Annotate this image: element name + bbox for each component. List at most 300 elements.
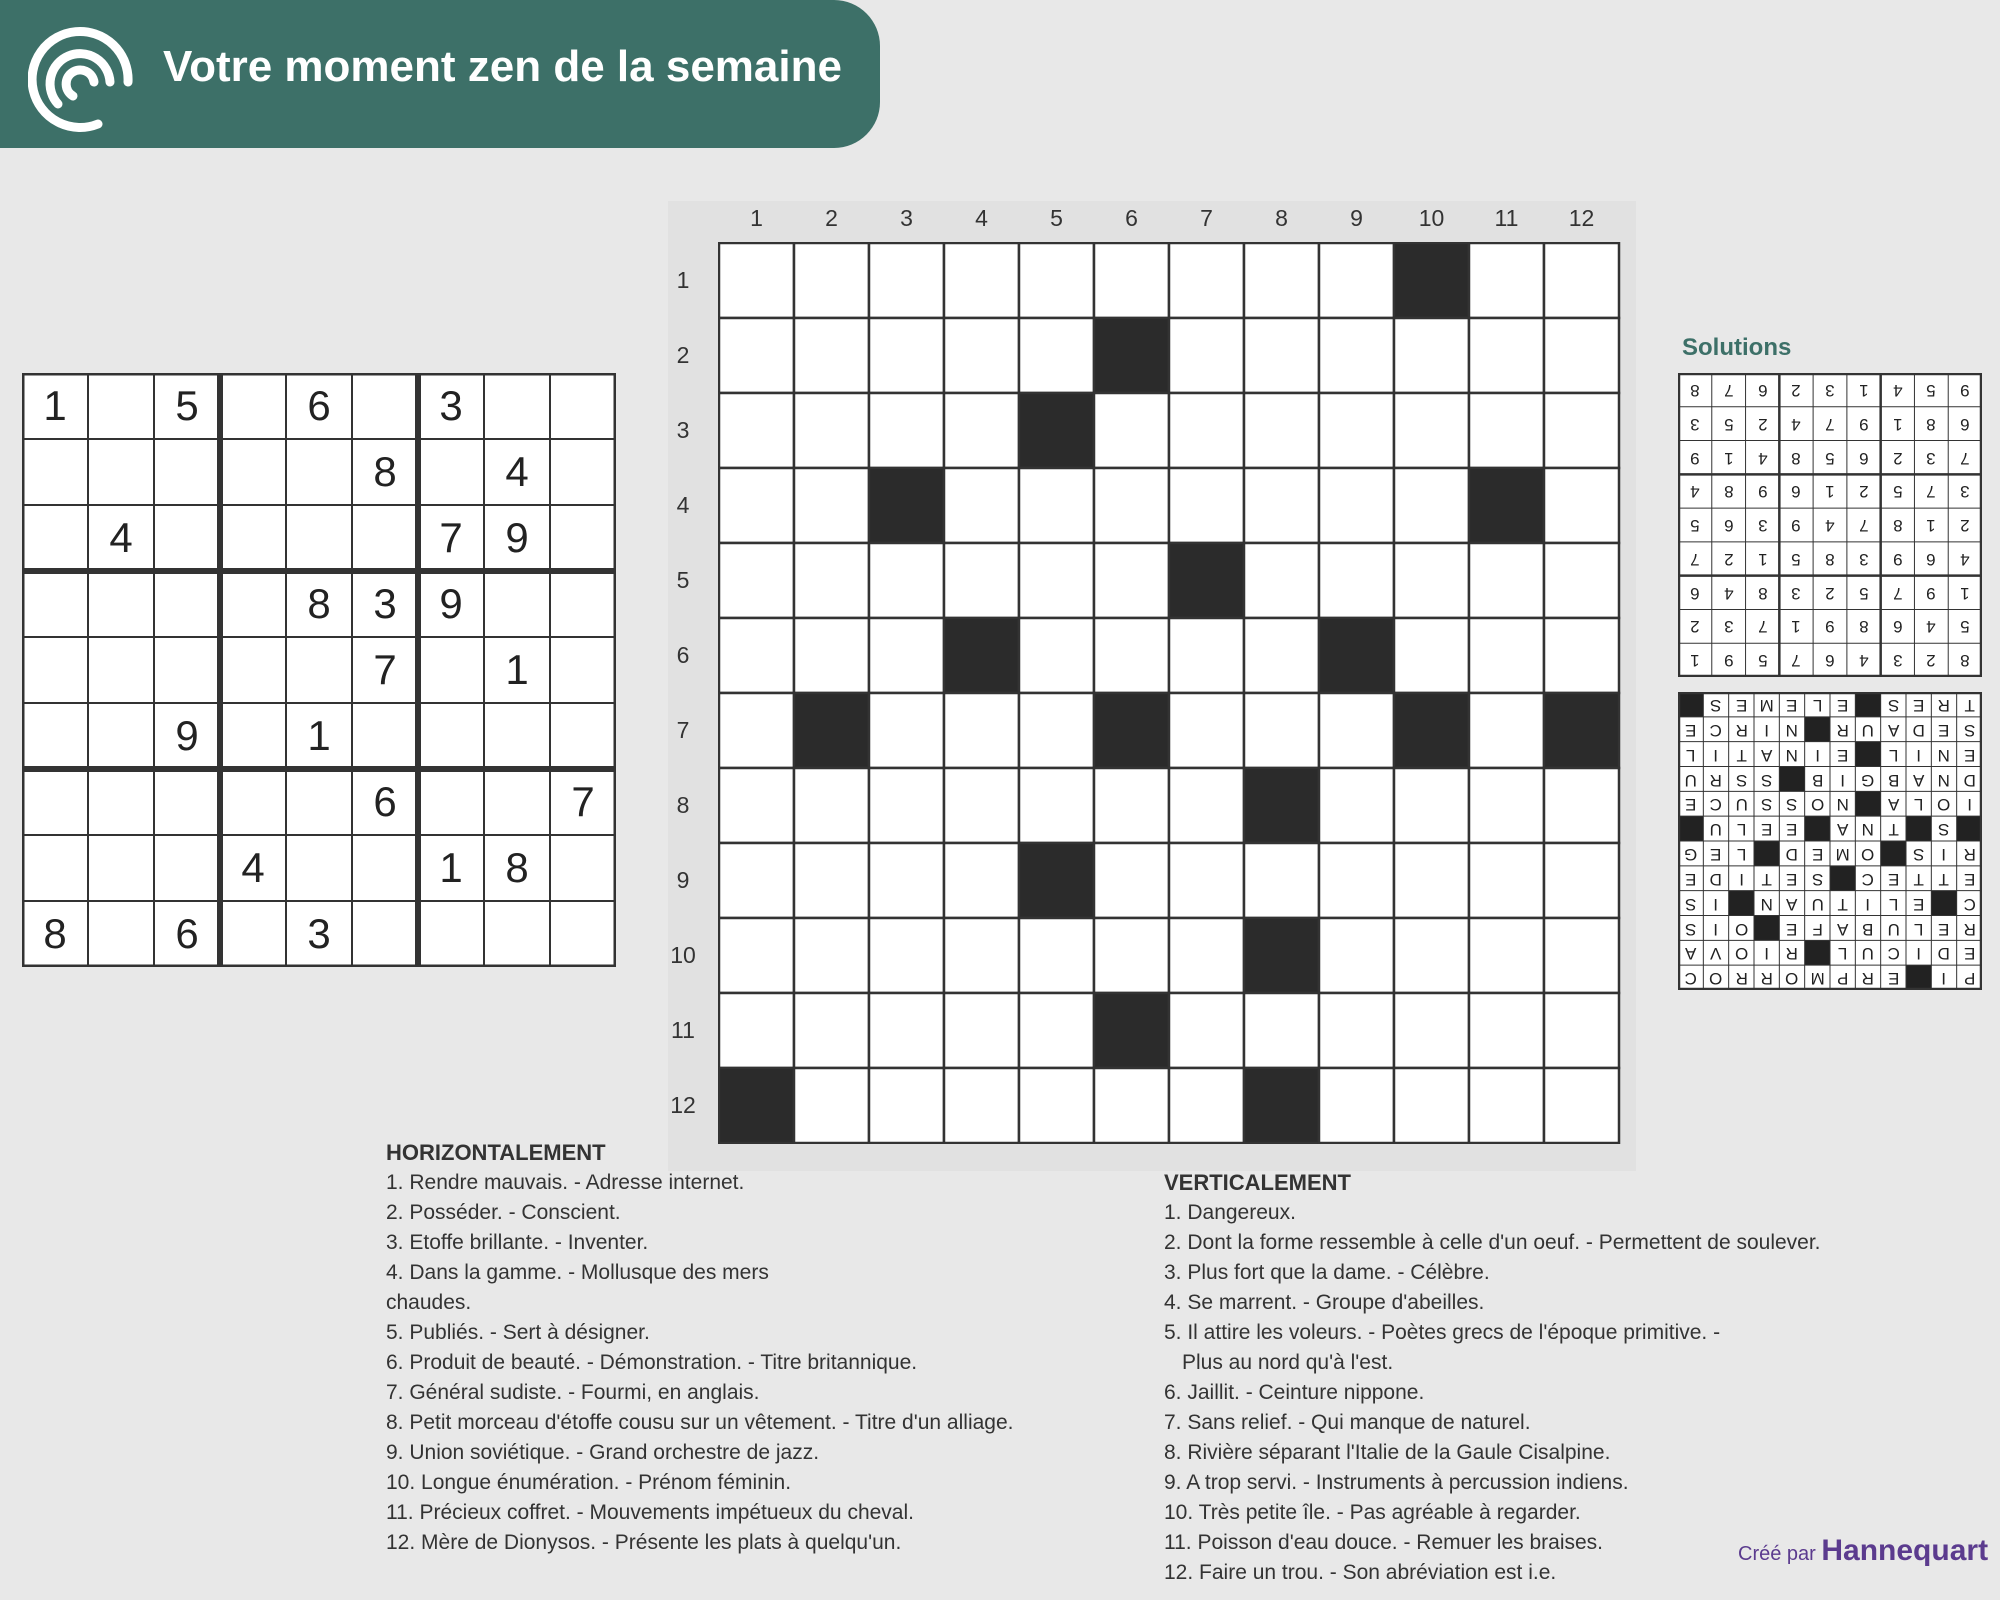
solution-cell: 7 — [1825, 414, 1835, 434]
crossword-cell[interactable] — [1019, 618, 1094, 693]
sudoku-cell[interactable]: 1 — [439, 844, 463, 891]
solution-cell: A — [1685, 943, 1697, 963]
solution-cell: O — [1861, 844, 1875, 864]
solution-cell: 8 — [1757, 583, 1768, 603]
solution-cell: 5 — [1859, 583, 1869, 603]
solution-cell: 9 — [1892, 549, 1903, 569]
clue-line: 1. Rendre mauvais. - Adresse internet. — [386, 1171, 745, 1194]
crossword-cell[interactable] — [1544, 543, 1619, 618]
crossword-cell[interactable] — [719, 318, 794, 393]
solution-cell: 1 — [1757, 549, 1768, 569]
solution-cell: 1 — [1960, 583, 1970, 603]
solution-cell: 6 — [1723, 516, 1734, 535]
solution-cell: C — [1684, 968, 1697, 988]
crossword-cell[interactable] — [1469, 1068, 1544, 1143]
solution-cell: S — [1963, 720, 1975, 740]
crossword-cell[interactable] — [1169, 843, 1244, 918]
crossword-black-cell — [1244, 918, 1319, 993]
crossword-cell[interactable] — [1319, 918, 1394, 993]
solution-cell: R — [1963, 844, 1976, 864]
crossword-cell[interactable] — [1544, 468, 1619, 543]
crossword-cell[interactable] — [1094, 768, 1169, 843]
crossword-cell[interactable] — [1394, 468, 1469, 543]
sudoku-cell[interactable]: 9 — [175, 712, 199, 759]
sudoku-cell[interactable]: 7 — [439, 514, 463, 561]
crossword-cell[interactable] — [944, 543, 1019, 618]
solution-cell: U — [1811, 894, 1824, 914]
crossword-cell[interactable] — [794, 843, 869, 918]
solution-cell: E — [1685, 720, 1697, 740]
solution-cell: N — [1937, 769, 1951, 789]
solution-cell: I — [1713, 894, 1719, 914]
crossword-cell[interactable] — [1169, 468, 1244, 543]
crossword-grid — [718, 242, 1622, 1144]
solution-cell: I — [1764, 943, 1770, 963]
crossword-cell[interactable] — [1169, 693, 1244, 768]
crossword-cell[interactable] — [1469, 768, 1544, 843]
sudoku-cell[interactable]: 8 — [43, 910, 67, 957]
crossword-cell[interactable] — [1394, 1068, 1469, 1143]
clue-line: 11. Poisson d'eau douce. - Remuer les braises. — [1164, 1531, 1604, 1554]
crossword-cell[interactable] — [1094, 1068, 1169, 1143]
solution-cell: O — [1709, 968, 1723, 988]
solution-cell: A — [1761, 745, 1773, 765]
crossword-cell[interactable] — [1319, 543, 1394, 618]
solution-cell: 5 — [1690, 516, 1700, 535]
column-number: 7 — [1200, 205, 1213, 231]
crossword-cell[interactable] — [1319, 393, 1394, 468]
column-number: 8 — [1275, 205, 1288, 231]
solution-cell: 4 — [1723, 583, 1734, 603]
crossword-cell[interactable] — [1394, 993, 1469, 1068]
crossword-cell[interactable] — [944, 393, 1019, 468]
header-banner — [0, 0, 880, 148]
solution-cell: G — [1861, 769, 1875, 789]
crossword-cell[interactable] — [1019, 318, 1094, 393]
crossword-cell[interactable] — [944, 843, 1019, 918]
crossword-cell[interactable] — [1169, 318, 1244, 393]
crossword-cell[interactable] — [794, 318, 869, 393]
crossword-cell[interactable] — [794, 393, 869, 468]
solution-cell: 1 — [1859, 380, 1869, 400]
solution-cell: P — [1837, 968, 1849, 988]
solution-cell: 6 — [1859, 448, 1869, 468]
crossword-black-cell — [1544, 693, 1619, 768]
crossword-cell[interactable] — [1544, 918, 1619, 993]
clue-line: 9. A trop servi. - Instruments à percussion indiens. — [1164, 1471, 1629, 1494]
sudoku-cell[interactable]: 8 — [505, 844, 529, 891]
row-number: 11 — [671, 1016, 695, 1043]
crossword-cell[interactable] — [1019, 993, 1094, 1068]
solution-cell: 9 — [1926, 583, 1937, 603]
sudoku-cell[interactable]: 7 — [571, 778, 595, 825]
crossword-cell[interactable] — [1469, 318, 1544, 393]
crossword-cell[interactable] — [1394, 543, 1469, 618]
row-number: 7 — [676, 716, 690, 743]
solution-cell: A — [1887, 720, 1899, 740]
solution-cell: A — [1837, 819, 1849, 839]
crossword-cell[interactable] — [794, 918, 869, 993]
solution-cell: 7 — [1690, 549, 1700, 569]
crossword-cell[interactable] — [944, 993, 1019, 1068]
crossword-cell[interactable] — [944, 918, 1019, 993]
crossword-cell[interactable] — [1469, 918, 1544, 993]
solution-cell: E — [1887, 869, 1899, 889]
crossword-cell[interactable] — [794, 993, 869, 1068]
crossword-cell[interactable] — [1169, 918, 1244, 993]
solution-cell: 2 — [1960, 516, 1970, 535]
solution-cell: 4 — [1892, 380, 1903, 400]
crossword-cell[interactable] — [1094, 243, 1169, 318]
solution-cell: 7 — [1757, 617, 1768, 637]
solution-cell: L — [1913, 794, 1924, 814]
solution-cell: S — [1811, 869, 1823, 889]
crossword-cell[interactable] — [1244, 468, 1319, 543]
crossword-cell[interactable] — [1244, 618, 1319, 693]
solution-cell: 8 — [1892, 516, 1903, 535]
solution-cell: 7 — [1723, 380, 1734, 400]
solutions-title: Solutions — [1682, 334, 1792, 361]
crossword-cell[interactable] — [1244, 693, 1319, 768]
solution-cell: 6 — [1892, 617, 1903, 637]
crossword-cell[interactable] — [869, 693, 944, 768]
sudoku-cell[interactable]: 1 — [43, 382, 67, 429]
crossword-cell[interactable] — [794, 1068, 869, 1143]
crossword-cell[interactable] — [1319, 1068, 1394, 1143]
solution-cell: L — [1736, 844, 1747, 864]
crossword-cell[interactable] — [1319, 993, 1394, 1068]
clue-line: 6. Produit de beauté. - Démonstration. - Titre britannique. — [386, 1351, 918, 1374]
solution-cell: E — [1963, 869, 1975, 889]
horizontal-heading: HORIZONTALEMENT — [386, 1140, 606, 1165]
solution-cell: I — [1764, 720, 1770, 740]
solution-cell: S — [1685, 918, 1697, 938]
sudoku-cell[interactable]: 7 — [373, 646, 397, 693]
solution-cell: 2 — [1791, 380, 1801, 400]
sudoku-cell[interactable]: 3 — [439, 382, 463, 429]
crossword-cell[interactable] — [719, 468, 794, 543]
solution-cell: D — [1963, 769, 1976, 789]
column-number: 10 — [1418, 205, 1445, 231]
crossword-cell[interactable] — [1319, 768, 1394, 843]
solution-cell: R — [1963, 918, 1976, 938]
column-number: 12 — [1568, 205, 1595, 231]
crossword-cell[interactable] — [794, 768, 869, 843]
crossword-cell[interactable] — [1544, 243, 1619, 318]
crossword-cell[interactable] — [1319, 693, 1394, 768]
sudoku-cell[interactable]: 6 — [307, 382, 331, 429]
crossword-cell[interactable] — [869, 993, 944, 1068]
solution-cell: 1 — [1791, 617, 1801, 637]
solution-cell: S — [1710, 695, 1722, 715]
crossword-cell[interactable] — [1019, 243, 1094, 318]
clue-line: 1. Dangereux. — [1164, 1201, 1296, 1224]
sudoku-cell[interactable]: 8 — [307, 580, 331, 627]
crossword-cell[interactable] — [944, 318, 1019, 393]
crossword-cell[interactable] — [1094, 618, 1169, 693]
sudoku-cell[interactable]: 9 — [439, 580, 463, 627]
crossword-cell[interactable] — [944, 693, 1019, 768]
solution-cell: E — [1963, 943, 1975, 963]
column-number: 4 — [975, 205, 988, 231]
solution-cell: 5 — [1960, 617, 1970, 637]
crossword-cell[interactable] — [1544, 843, 1619, 918]
crossword-cell[interactable] — [869, 843, 944, 918]
solution-cell: 9 — [1960, 380, 1970, 400]
solution-cell: I — [1713, 745, 1719, 765]
crossword-cell[interactable] — [719, 543, 794, 618]
crossword-black-cell — [1094, 318, 1169, 393]
solution-cell: E — [1938, 720, 1950, 740]
solution-cell: S — [1761, 769, 1773, 789]
sudoku-cell[interactable]: 3 — [373, 580, 397, 627]
solution-cell: T — [1913, 869, 1924, 889]
crossword-cell[interactable] — [1319, 318, 1394, 393]
crossword-cell[interactable] — [719, 768, 794, 843]
row-number: 1 — [676, 266, 690, 293]
crossword-cell[interactable] — [944, 243, 1019, 318]
solution-cell: 4 — [1825, 516, 1835, 535]
crossword-cell[interactable] — [1019, 768, 1094, 843]
solution-cell: 9 — [1690, 448, 1700, 468]
solution-cell: B — [1862, 918, 1874, 938]
crossword-cell[interactable] — [1169, 243, 1244, 318]
row-number: 10 — [670, 941, 696, 968]
solution-cell: G — [1684, 844, 1698, 864]
crossword-cell[interactable] — [719, 393, 794, 468]
crossword-cell[interactable] — [1019, 1068, 1094, 1143]
solution-cell: 2 — [1723, 549, 1734, 569]
crossword-black-cell — [1094, 693, 1169, 768]
crossword-cell[interactable] — [1094, 543, 1169, 618]
crossword-cell[interactable] — [1094, 843, 1169, 918]
crossword-cell[interactable] — [1544, 1068, 1619, 1143]
crossword-cell[interactable] — [1244, 243, 1319, 318]
solution-cell: C — [1963, 894, 1976, 914]
solution-cell: D — [1709, 869, 1723, 889]
spiral-logo-icon — [28, 24, 138, 134]
sudoku-cell[interactable]: 8 — [373, 448, 397, 495]
solution-cell: M — [1835, 844, 1850, 864]
solution-cell: L — [1888, 894, 1899, 914]
solution-cell: L — [1837, 943, 1848, 963]
solution-cell: 8 — [1960, 651, 1970, 671]
solution-cell: E — [1786, 869, 1798, 889]
solution-cell: C — [1887, 943, 1900, 963]
crossword-cell[interactable] — [794, 243, 869, 318]
crossword-cell[interactable] — [1469, 243, 1544, 318]
crossword-cell[interactable] — [1019, 693, 1094, 768]
crossword-cell[interactable] — [1244, 993, 1319, 1068]
sudoku-cell[interactable]: 1 — [505, 646, 529, 693]
crossword-cell[interactable] — [1169, 1068, 1244, 1143]
solution-cell: 8 — [1723, 482, 1734, 502]
crossword-black-cell — [1019, 393, 1094, 468]
crossword-cell[interactable] — [794, 468, 869, 543]
crossword-cell[interactable] — [869, 618, 944, 693]
solution-cell: 8 — [1690, 380, 1700, 400]
sudoku-cell[interactable]: 9 — [505, 514, 529, 561]
crossword-cell[interactable] — [1394, 318, 1469, 393]
sudoku-cell[interactable]: 4 — [109, 514, 133, 561]
solution-cell: 5 — [1892, 482, 1903, 502]
crossword-cell[interactable] — [719, 843, 794, 918]
crossword-cell[interactable] — [719, 243, 794, 318]
crossword-cell[interactable] — [1094, 468, 1169, 543]
crossword-cell[interactable] — [719, 618, 794, 693]
solution-cell: N — [1937, 745, 1951, 765]
solution-cell: 6 — [1825, 651, 1835, 671]
crossword-cell[interactable] — [869, 1068, 944, 1143]
solution-cell: L — [1685, 745, 1696, 765]
solution-cell: N — [1836, 794, 1849, 814]
crossword-cell[interactable] — [1394, 618, 1469, 693]
solution-cell: 3 — [1960, 482, 1970, 502]
solution-cell: S — [1735, 769, 1747, 789]
solution-cell: E — [1963, 745, 1975, 765]
row-number: 9 — [676, 866, 690, 893]
solution-cell: S — [1761, 794, 1773, 814]
solution-cell: 6 — [1960, 414, 1970, 434]
crossword-cell[interactable] — [1394, 843, 1469, 918]
column-number: 6 — [1125, 205, 1138, 231]
crossword-cell[interactable] — [869, 318, 944, 393]
solution-cell: 4 — [1960, 549, 1970, 569]
crossword-cell[interactable] — [1469, 618, 1544, 693]
solution-cell: E — [1685, 869, 1697, 889]
crossword-black-cell — [1394, 243, 1469, 318]
solution-cell: T — [1964, 695, 1975, 715]
clue-line: 4. Dans la gamme. - Mollusque des mers — [386, 1261, 769, 1284]
sudoku-cell[interactable]: 1 — [307, 712, 331, 759]
crossword-cell[interactable] — [1394, 768, 1469, 843]
sudoku-cell[interactable]: 3 — [307, 910, 331, 957]
sudoku-cell[interactable]: 4 — [505, 448, 529, 495]
solution-cell: U — [1735, 794, 1748, 814]
crossword-cell[interactable] — [1169, 618, 1244, 693]
solution-cell: S — [1938, 819, 1950, 839]
solution-cell: U — [1684, 769, 1697, 789]
solution-cell: E — [1811, 844, 1823, 864]
crossword-cell[interactable] — [1469, 393, 1544, 468]
solution-cell: I — [1713, 918, 1719, 938]
crossword-cell[interactable] — [869, 243, 944, 318]
clue-line: 8. Petit morceau d'étoffe cousu sur un vêtement. - Titre d'un alliage. — [386, 1411, 1014, 1434]
crossword-cell[interactable] — [1469, 693, 1544, 768]
crossword-black-cell — [794, 693, 869, 768]
crossword-cell[interactable] — [869, 768, 944, 843]
crossword-cell[interactable] — [1019, 543, 1094, 618]
crossword-cell[interactable] — [1394, 918, 1469, 993]
crossword-cell[interactable] — [794, 618, 869, 693]
sudoku-cell[interactable]: 4 — [241, 844, 265, 891]
crossword-cell[interactable] — [869, 393, 944, 468]
crossword-cell[interactable] — [944, 768, 1019, 843]
crossword-cell[interactable] — [1544, 768, 1619, 843]
crossword-cell[interactable] — [1544, 993, 1619, 1068]
solution-cell: 3 — [1690, 414, 1700, 434]
crossword-cell[interactable] — [1544, 393, 1619, 468]
crossword-solution-grid — [1678, 692, 1982, 990]
crossword-cell[interactable] — [1319, 843, 1394, 918]
solution-cell: I — [1941, 844, 1947, 864]
crossword-cell[interactable] — [1469, 543, 1544, 618]
clue-line: chaudes. — [386, 1291, 472, 1314]
crossword-cell[interactable] — [1319, 243, 1394, 318]
solution-cell: 3 — [1757, 516, 1768, 535]
solution-cell: 3 — [1859, 549, 1869, 569]
crossword-cell[interactable] — [1244, 543, 1319, 618]
crossword-cell[interactable] — [1019, 468, 1094, 543]
crossword-cell[interactable] — [1469, 993, 1544, 1068]
sudoku-lines — [22, 373, 616, 967]
solution-cell: 3 — [1825, 380, 1835, 400]
crossword-cell[interactable] — [1169, 993, 1244, 1068]
crossword-cell[interactable] — [1244, 393, 1319, 468]
solution-cell: E — [1735, 695, 1747, 715]
solution-cell: 3 — [1926, 448, 1937, 468]
crossword-cell[interactable] — [1094, 393, 1169, 468]
column-number: 3 — [900, 205, 913, 231]
solution-cell: 9 — [1791, 516, 1801, 535]
crossword-black-cell — [1169, 543, 1244, 618]
crossword-cell[interactable] — [944, 1068, 1019, 1143]
solution-cell: 3 — [1791, 583, 1801, 603]
sudoku-cell[interactable]: 5 — [175, 382, 199, 429]
crossword-cell[interactable] — [719, 918, 794, 993]
solution-cell: L — [1913, 918, 1924, 938]
sudoku-cell[interactable]: 6 — [175, 910, 199, 957]
crossword-cell[interactable] — [1244, 843, 1319, 918]
solution-cell: 5 — [1825, 448, 1835, 468]
solution-cell: I — [1865, 894, 1871, 914]
crossword-black-cell — [1094, 993, 1169, 1068]
brand-logo: Hannequart — [1821, 1534, 1989, 1567]
solution-cell: 9 — [1825, 617, 1835, 637]
solution-cell: C — [1709, 720, 1723, 740]
solution-cell: C — [1709, 794, 1723, 814]
crossword-cell[interactable] — [1244, 318, 1319, 393]
solution-cell: L — [1812, 695, 1823, 715]
solution-cell: U — [1887, 918, 1900, 938]
clue-line: 4. Se marrent. - Groupe d'abeilles. — [1164, 1291, 1485, 1314]
solution-cell: 4 — [1757, 448, 1768, 468]
solution-cell: I — [1814, 745, 1820, 765]
solution-cell: 6 — [1926, 549, 1937, 569]
crossword-cell[interactable] — [1469, 843, 1544, 918]
clue-line: 7. Général sudiste. - Fourmi, en anglais. — [386, 1381, 760, 1404]
crossword-cell[interactable] — [1319, 468, 1394, 543]
crossword-cell[interactable] — [869, 918, 944, 993]
crossword-cell[interactable] — [1394, 393, 1469, 468]
crossword-cell[interactable] — [1169, 768, 1244, 843]
solution-cell: 5 — [1723, 414, 1734, 434]
sudoku-cell[interactable]: 6 — [373, 778, 397, 825]
solution-cell: E — [1913, 695, 1925, 715]
solution-cell: O — [1785, 968, 1799, 988]
crossword-cell[interactable] — [1544, 318, 1619, 393]
crossword-cell[interactable] — [719, 993, 794, 1068]
crossword-cell[interactable] — [1094, 918, 1169, 993]
crossword-cell[interactable] — [1169, 393, 1244, 468]
crossword-cell[interactable] — [794, 543, 869, 618]
page-title: Votre moment zen de la semaine — [163, 42, 842, 91]
crossword-cell[interactable] — [869, 543, 944, 618]
crossword-cell[interactable] — [944, 468, 1019, 543]
crossword-cell[interactable] — [719, 693, 794, 768]
crossword-cell[interactable] — [1019, 918, 1094, 993]
crossword-cell[interactable] — [1544, 618, 1619, 693]
